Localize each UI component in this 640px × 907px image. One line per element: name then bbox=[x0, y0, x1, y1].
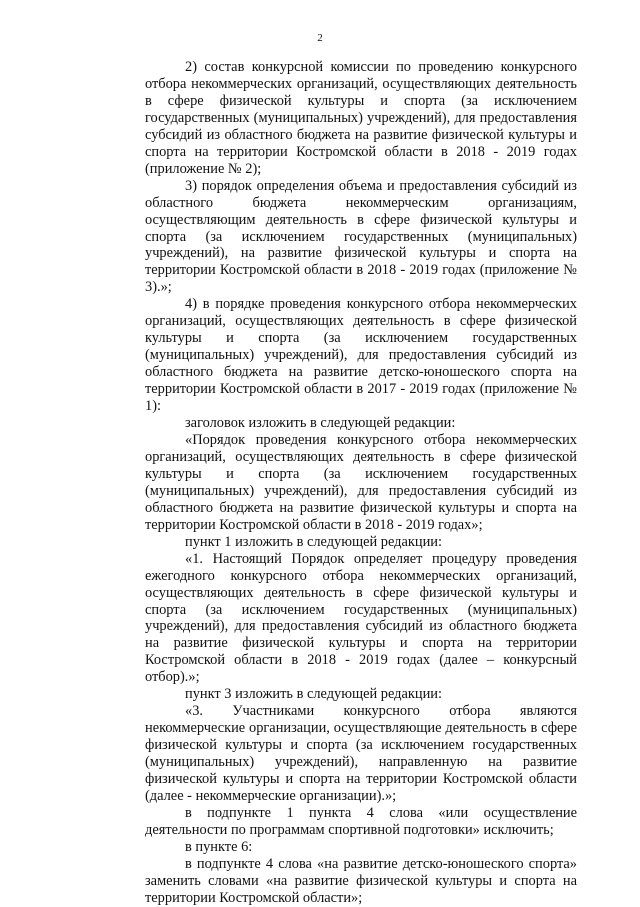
paragraph-heading-instruction: заголовок изложить в следующей редакции: bbox=[185, 415, 456, 432]
paragraph-item-1-instruction: пункт 1 изложить в следующей редакции: bbox=[185, 533, 442, 550]
document-body bbox=[145, 59, 577, 907]
paragraph-item-4-amendment: в подпункте 1 пункта 4 слова «или осуществление деятельности по программам спортивной подготовки» исключить; bbox=[145, 804, 577, 838]
paragraph-item-3-instruction: пункт 3 изложить в следующей редакции: bbox=[185, 686, 442, 703]
paragraph-3-subsidy-procedure: 3) порядок определения объема и предоставления субсидий из областного бюджета некоммерческим организациям, осуществляющим деятельность в сфере физической культуры и спорта (за исключением государственных (муниципальных) учреждений), на развитие физической культуры и спорта на территории Костромской области в 2018 - 2019 годах (приложение № 3).»; bbox=[145, 177, 577, 296]
paragraph-item-6-intro: в пункте 6: bbox=[185, 838, 253, 855]
paragraph-item-1-text: «1. Настоящий Порядок определяет процедуру проведения ежегодного конкурсного отбора некоммерческих организаций, осуществляющих деятельность в сфере физической культуры и спорта (за исключением государственных (муниципальных) учреждений), для предоставления субсидий из областного бюджета на развитие физической культуры и спорта на территории Костромской области в 2018 - 2019 годах (далее – конкурсный отбор).»; bbox=[145, 550, 577, 686]
paragraph-item-6-subitem-4: в подпункте 4 слова «на развитие детско-юношеского спорта» заменить словами «на развитие физической культуры и спорта на территории Костромской области»; bbox=[145, 855, 577, 906]
page-number: 2 bbox=[317, 32, 323, 44]
paragraph-new-heading: «Порядок проведения конкурсного отбора некоммерческих организаций, осуществляющих деятельность в сфере физической культуры и спорта (за исключением государственных (муниципальных) учреждений), для предоставления субсидий из областного бюджета на развитие физической культуры и спорта на территории Костромской области в 2018 - 2019 годах»; bbox=[145, 431, 577, 533]
paragraph-item-3-text: «3. Участниками конкурсного отбора являются некоммерческие организации, осуществляющие деятельность в сфере физической культуры и спорта (за исключением государственных (муниципальных) учреждений), направленную на развитие физической культуры и спорта на территории Костромской области (далее - некоммерческие организации).»; bbox=[145, 703, 577, 804]
paragraph-4-selection-procedure: 4) в порядке проведения конкурсного отбора некоммерческих организаций, осуществляющих деятельность в сфере физической культуры и спорта (за исключением государственных (муниципальных) учреждений), для предоставления субсидий из областного бюджета на развитие детско-юношеского спорта на территории Костромской области в 2017 - 2019 годах (приложение № 1): bbox=[145, 296, 577, 415]
paragraph-2-commission: 2) состав конкурсной комиссии по проведению конкурсного отбора некоммерческих организаций, осуществляющих деятельность в сфере физической культуры и спорта (за исключением государственных (муниципальных) учреждений), для предоставления субсидий из областного бюджета на развитие физической культуры и спорта на территории Костромской области в 2018 - 2019 годах (приложение № 2); bbox=[145, 59, 577, 177]
